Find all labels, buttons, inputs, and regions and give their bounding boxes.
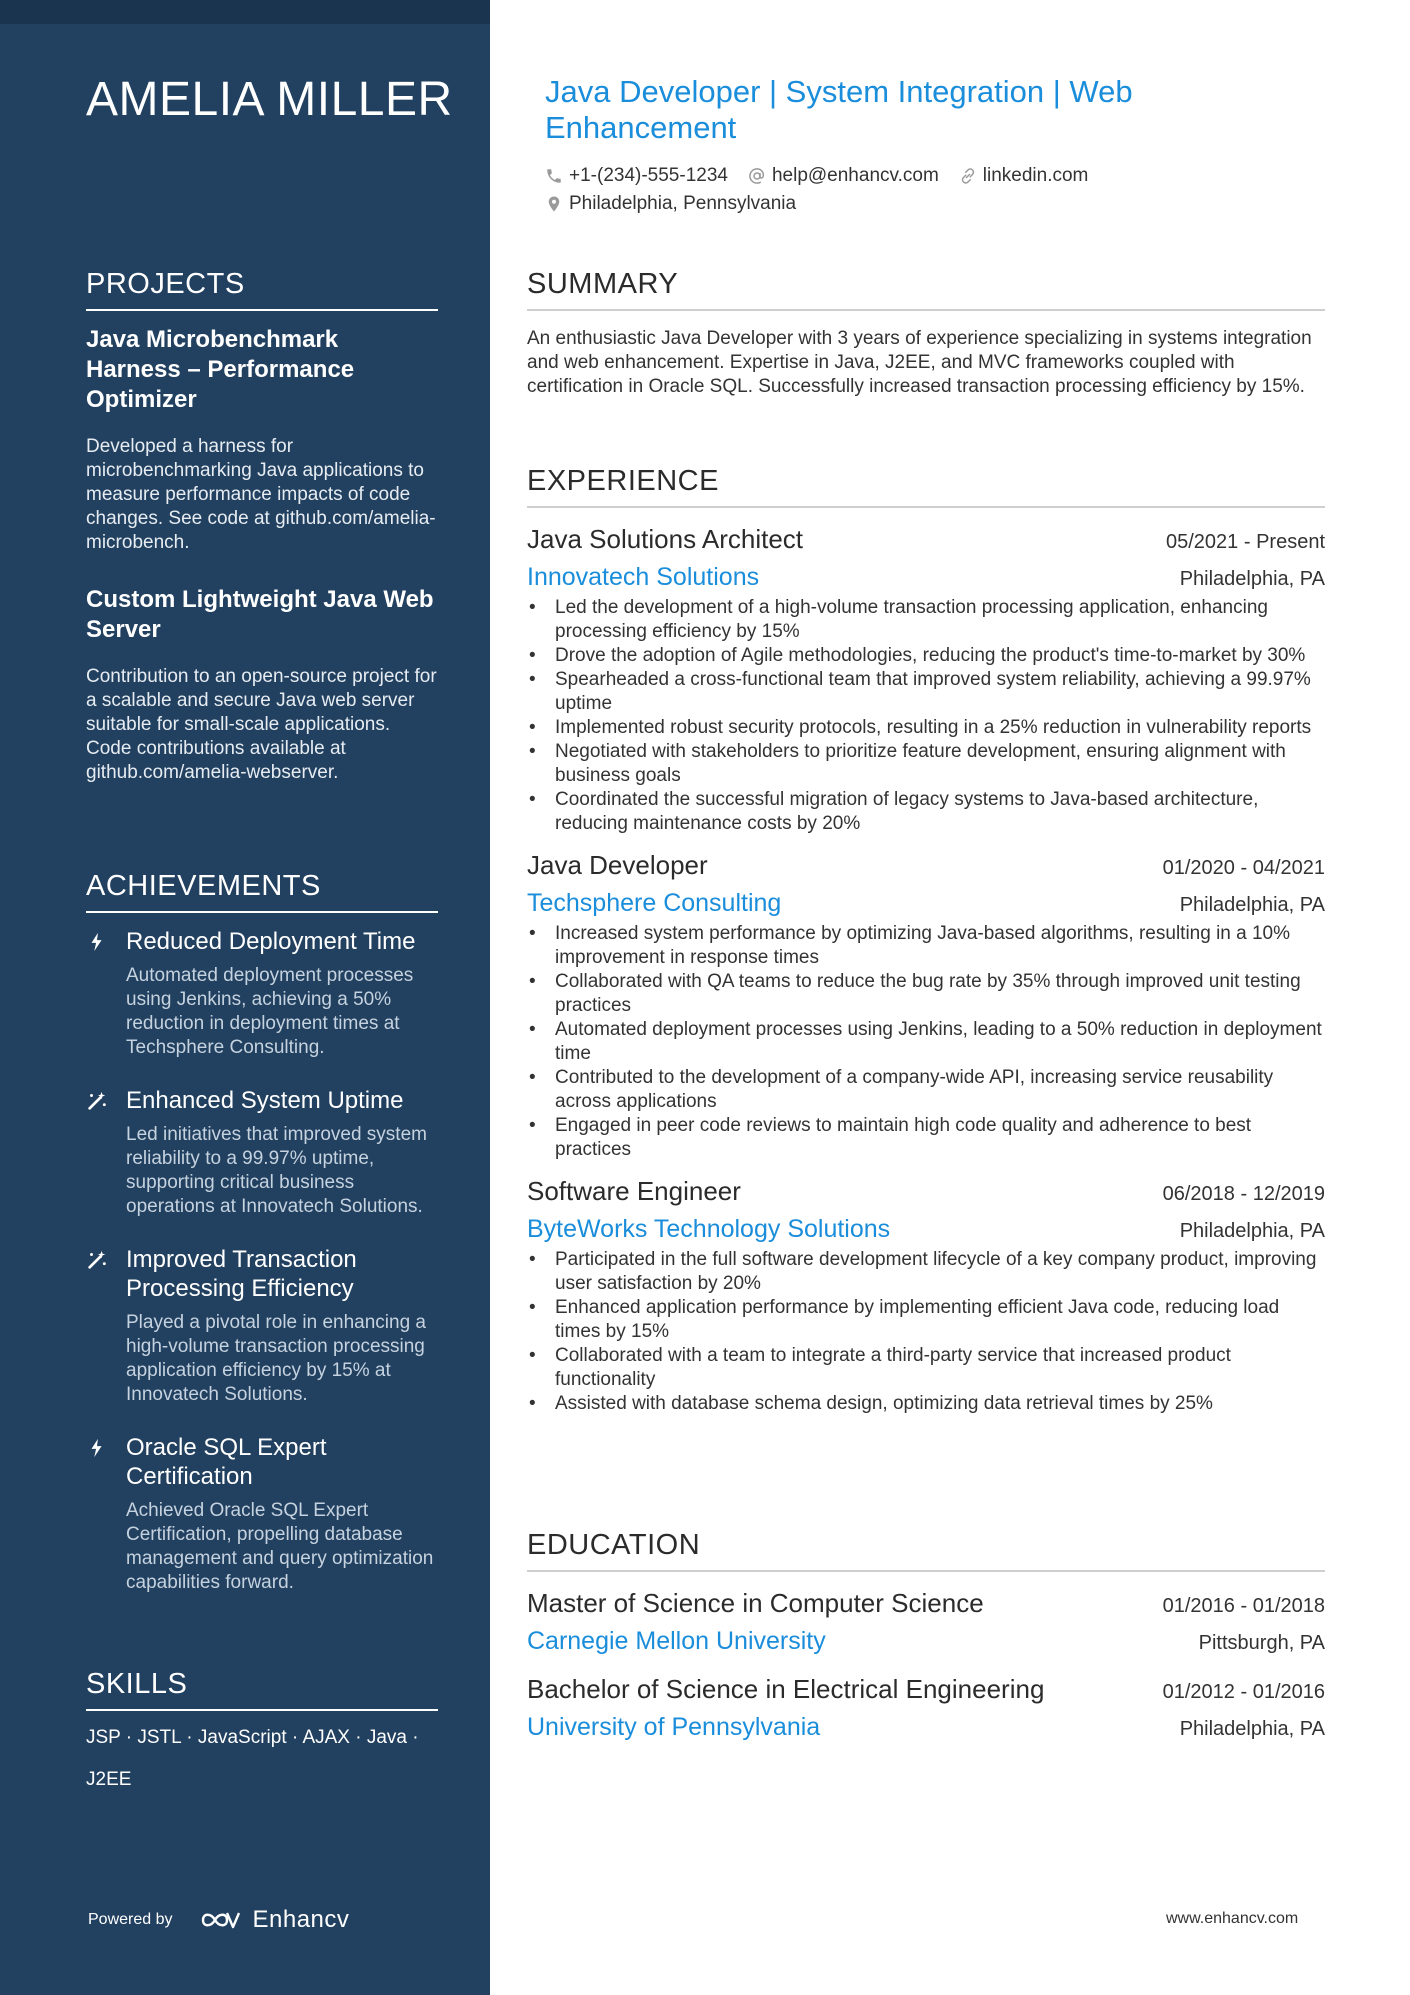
phone-text: +1-(234)-555-1234 xyxy=(569,165,728,186)
experience-section xyxy=(527,465,1325,1430)
bullet-item: • Led the development of a high-volume transaction processing application, enhancing processing efficiency by 15% xyxy=(527,596,1325,644)
education-entry xyxy=(527,1674,1325,1742)
achievements-heading: ACHIEVEMENTS xyxy=(86,870,438,913)
achievement-description: Led initiatives that improved system reliability to a 99.97% uptime, supporting critical business operations at Innovatech Solutions. xyxy=(126,1124,427,1217)
job-entry xyxy=(527,850,1325,1162)
bullet-item: • Collaborated with a team to integrate a third-party service that increased product functionality xyxy=(527,1344,1325,1392)
summary-text: An enthusiastic Java Developer with 3 years of experience specializing in systems integration and web enhancement. Expertise in Java, J2EE, and MVC frameworks coupled with certification in Oracle SQL. Successfully increased transaction processing efficiency by 15%. xyxy=(527,328,1312,397)
footer-url[interactable]: www.enhancv.com xyxy=(1166,1910,1299,1927)
magic-wand-icon xyxy=(86,1090,108,1112)
education-entry xyxy=(527,1588,1325,1656)
job-entry xyxy=(527,524,1325,836)
skills-list: J2EE xyxy=(86,1769,132,1790)
school: Carnegie Mellon University xyxy=(527,1627,826,1655)
job-company: Innovatech Solutions xyxy=(527,563,760,591)
contact-row xyxy=(545,190,1305,218)
job-title: Java Solutions Architect xyxy=(527,524,804,554)
job-entry xyxy=(527,1176,1325,1416)
projects-section xyxy=(86,268,438,815)
bullet-item: • Enhanced application performance by implementing efficient Java code, reducing load times by 15% xyxy=(527,1296,1325,1344)
email-text[interactable]: help@enhancv.com xyxy=(771,165,939,186)
education-location: Philadelphia, PA xyxy=(1179,1718,1325,1740)
bullet-item: • Engaged in peer code reviews to maintain high code quality and adherence to best practices xyxy=(527,1114,1325,1162)
achievement-item xyxy=(86,927,438,1060)
job-dates: 01/2020 - 04/2021 xyxy=(1162,857,1325,879)
achievement-title: Oracle SQL Expert Certification xyxy=(126,1434,327,1490)
bullet-item: • Participated in the full software development lifecycle of a key company product, improving user satisfaction by 20% xyxy=(527,1248,1325,1296)
job-title: Software Engineer xyxy=(527,1176,741,1206)
job-bullets xyxy=(527,1248,1325,1416)
contact-location xyxy=(545,193,796,215)
bullet-item: • Negotiated with stakeholders to prioritize feature development, ensuring alignment with business goals xyxy=(527,740,1325,788)
experience-heading: EXPERIENCE xyxy=(527,465,1325,508)
bullet-item: • Implemented robust security protocols, resulting in a 25% reduction in vulnerability reports xyxy=(527,716,1325,740)
job-company: ByteWorks Technology Solutions xyxy=(527,1215,891,1243)
candidate-name: AMELIA MILLER xyxy=(86,73,453,126)
projects-heading: PROJECTS xyxy=(86,268,438,311)
summary-section xyxy=(527,268,1325,399)
headline: Java Developer | System Integration | Web Enhancement xyxy=(545,74,1133,145)
skills-section xyxy=(86,1668,438,1801)
bullet-item: • Coordinated the successful migration of legacy systems to Java-based architecture, reducing maintenance costs by 20% xyxy=(527,788,1325,836)
bullet-item: • Spearheaded a cross-functional team that improved system reliability, achieving a 99.97% uptime xyxy=(527,668,1325,716)
achievement-title: Enhanced System Uptime xyxy=(126,1087,404,1114)
link-icon xyxy=(959,167,977,185)
achievement-item xyxy=(86,1086,438,1219)
skills-heading: SKILLS xyxy=(86,1668,438,1711)
at-sign-icon xyxy=(748,167,766,185)
bullet-item: • Collaborated with QA teams to reduce the bug rate by 35% through improved unit testing practices xyxy=(527,970,1325,1018)
job-location: Philadelphia, PA xyxy=(1179,568,1325,590)
enhancv-logo xyxy=(199,1906,350,1934)
project-title: Custom Lightweight Java Web Server xyxy=(86,586,434,643)
summary-heading: SUMMARY xyxy=(527,268,1325,311)
lightning-bolt-icon xyxy=(86,1437,108,1459)
achievement-title: Improved Transaction Processing Efficiency xyxy=(126,1246,357,1302)
job-location: Philadelphia, PA xyxy=(1179,894,1325,916)
degree: Bachelor of Science in Electrical Engineering xyxy=(527,1674,1045,1704)
project-item xyxy=(86,585,438,785)
achievement-item xyxy=(86,1433,438,1595)
enhancv-brand-name: Enhancv xyxy=(252,1906,350,1933)
sidebar-top-bar xyxy=(0,0,490,24)
achievement-description: Achieved Oracle SQL Expert Certification, propelling database management and query optimization capabilities forward. xyxy=(126,1500,434,1593)
location-text: Philadelphia, Pennsylvania xyxy=(569,193,797,214)
job-location: Philadelphia, PA xyxy=(1179,1220,1325,1242)
linkedin-text[interactable]: linkedin.com xyxy=(982,165,1089,186)
degree: Master of Science in Computer Science xyxy=(527,1588,984,1618)
achievements-section xyxy=(86,870,438,1621)
education-heading: EDUCATION xyxy=(527,1529,1325,1572)
bullet-item: • Automated deployment processes using Jenkins, leading to a 50% reduction in deployment time xyxy=(527,1018,1325,1066)
job-dates: 06/2018 - 12/2019 xyxy=(1162,1183,1325,1205)
project-description: Developed a harness for microbenchmarking Java applications to measure performance impacts of code changes. See code at github.com/amelia-microbench. xyxy=(86,436,436,553)
bullet-item: • Assisted with database schema design, optimizing data retrieval times by 25% xyxy=(527,1392,1325,1416)
magic-wand-icon xyxy=(86,1249,108,1271)
achievement-description: Played a pivotal role in enhancing a high-volume transaction processing application efficiency by 15% at Innovatech Solutions. xyxy=(126,1312,426,1405)
project-description: Contribution to an open-source project for a scalable and secure Java web server suitable for small-scale applications. Code contributions available at github.com/amelia-webserver. xyxy=(86,666,437,783)
powered-by-label: Powered by xyxy=(88,1911,173,1928)
contact-row xyxy=(545,162,1305,190)
contact-linkedin[interactable] xyxy=(959,165,1089,187)
bullet-item: • Drove the adoption of Agile methodologies, reducing the product's time-to-market by 30% xyxy=(527,644,1325,668)
education-location: Pittsburgh, PA xyxy=(1198,1632,1325,1654)
job-bullets xyxy=(527,922,1325,1162)
achievement-description: Automated deployment processes using Jenkins, achieving a 50% reduction in deployment times at Techsphere Consulting. xyxy=(126,965,414,1058)
achievement-title: Reduced Deployment Time xyxy=(126,928,416,955)
powered-by xyxy=(88,1906,349,1934)
achievement-item xyxy=(86,1245,438,1407)
job-bullets xyxy=(527,596,1325,836)
bullet-item: • Contributed to the development of a company-wide API, increasing service reusability across applications xyxy=(527,1066,1325,1114)
skills-list: JSP · JSTL · JavaScript · AJAX · Java · xyxy=(86,1727,419,1748)
lightning-bolt-icon xyxy=(86,931,108,953)
school: University of Pennsylvania xyxy=(527,1713,821,1741)
enhancv-logo-icon xyxy=(199,1907,243,1933)
education-dates: 01/2016 - 01/2018 xyxy=(1162,1595,1325,1617)
job-company: Techsphere Consulting xyxy=(527,889,782,917)
job-title: Java Developer xyxy=(527,850,708,880)
contact-email[interactable] xyxy=(748,165,939,187)
education-section xyxy=(527,1529,1325,1760)
sidebar xyxy=(0,0,490,1995)
education-dates: 01/2012 - 01/2016 xyxy=(1162,1681,1325,1703)
phone-icon xyxy=(545,167,563,185)
location-pin-icon xyxy=(545,195,563,213)
contact-info xyxy=(545,162,1305,218)
job-dates: 05/2021 - Present xyxy=(1166,531,1325,553)
contact-phone xyxy=(545,165,728,187)
project-item xyxy=(86,325,438,555)
bullet-item: • Increased system performance by optimizing Java-based algorithms, resulting in a 10% improvement in response times xyxy=(527,922,1325,970)
project-title: Java Microbenchmark Harness – Performance Optimizer xyxy=(86,326,355,413)
